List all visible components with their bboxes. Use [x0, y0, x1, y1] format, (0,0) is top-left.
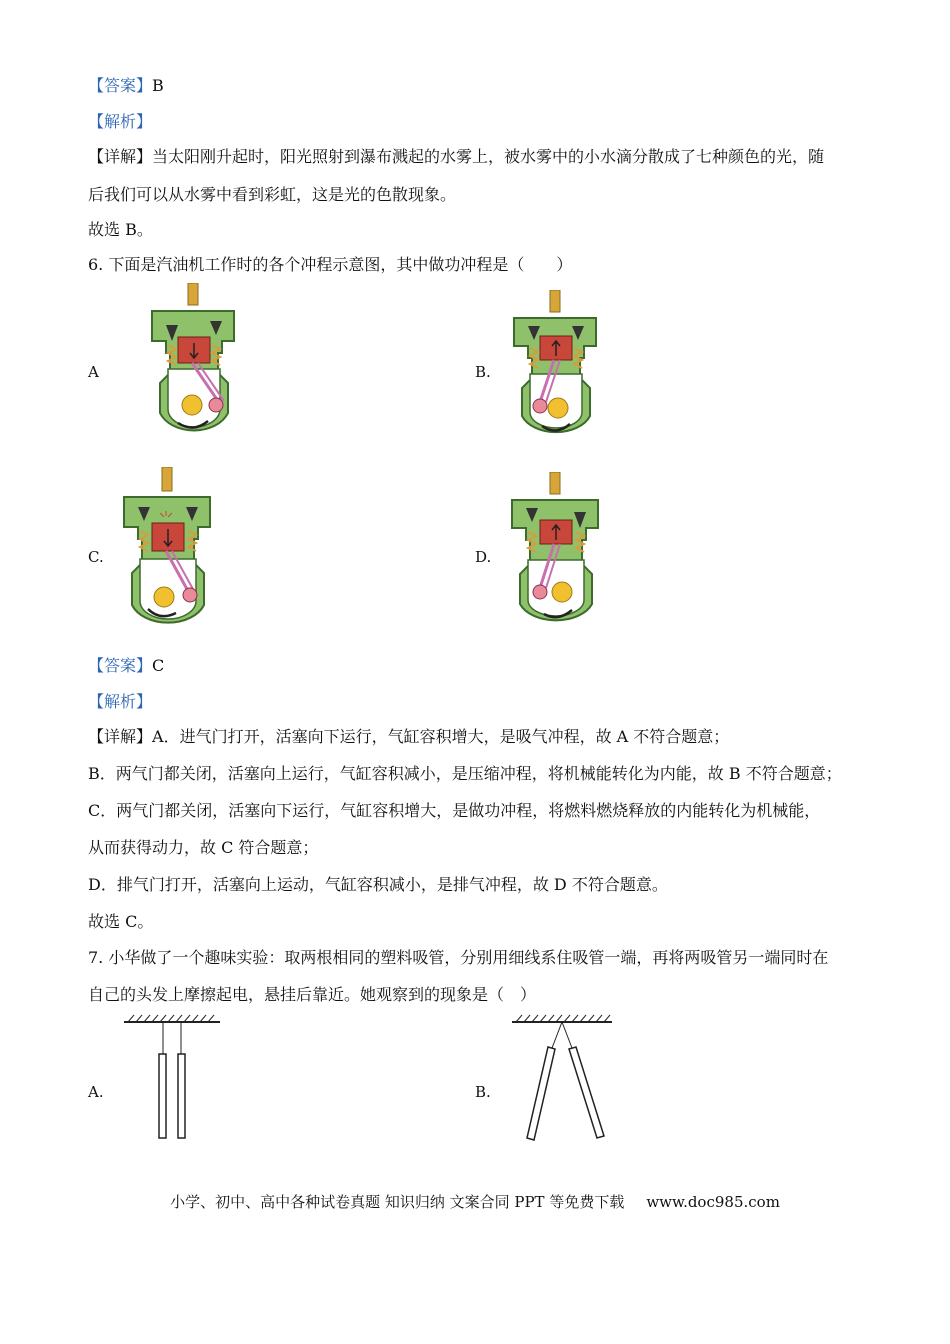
detail-c-1: C．两气门都关闭，活塞向下运行，气缸容积增大，是做功冲程，将燃料燃烧释放的内能转化为机械能， [88, 801, 821, 820]
engine-b-compression-stroke [514, 290, 596, 432]
footer-url[interactable]: www.doc985.com [646, 1193, 780, 1211]
q7-option-b-label: B. [475, 1083, 491, 1101]
question-7-line-1: 7. 小华做了一个趣味实验：取两根相同的塑料吸管，分别用细线系住吸管一端，再将两吸管另一端同时在 [88, 948, 829, 967]
detail-b: B．两气门都关闭，活塞向上运行，气缸容积减小，是压缩冲程，将机械能转化为内能，故 B 不符合题意； [88, 764, 842, 783]
detail-c-2: 从而获得动力，故 C 符合题意； [88, 838, 319, 857]
footer-text: 小学、初中、高中各种试卷真题 知识归纳 文案合同 PPT 等免费下载 [170, 1193, 625, 1211]
crankshaft-icon [182, 395, 202, 415]
q6-option-c-label: C. [88, 548, 104, 566]
analysis-line-2 [88, 691, 152, 713]
straw-right-tilted [569, 1047, 604, 1138]
answer-tag: 【答案】 [88, 76, 153, 95]
q6-option-b-label: B. [475, 363, 491, 381]
detail-a-text: A．进气门打开，活塞向下运行，气缸容积增大，是吸气冲程，故 A 不符合题意； [152, 727, 730, 746]
analysis-tag: 【解析】 [88, 692, 153, 711]
answer-tag: 【答案】 [88, 656, 153, 675]
page-footer [0, 1191, 950, 1212]
spark-plug-icon [188, 283, 198, 305]
engine-diagram-b [510, 290, 602, 440]
straw-left [159, 1054, 166, 1138]
answer-line-2 [88, 655, 164, 677]
answer-line-1 [88, 75, 164, 97]
straws-diagram-a [120, 1012, 224, 1142]
detail-line-2: 后我们可以从水雾中看到彩虹，这是光的色散现象。 [88, 185, 457, 204]
answer-value: C [152, 656, 165, 675]
straw-left-tilted [527, 1047, 555, 1140]
question-6-stem: 6. 下面是汽油机工作时的各个冲程示意图，其中做功冲程是（ ） [88, 255, 573, 274]
analysis-line-1 [88, 111, 152, 133]
q6-option-d-label: D. [475, 548, 492, 566]
conclusion-2: 故选 C。 [88, 912, 154, 931]
engine-c-power-stroke [124, 467, 210, 623]
engine-d-exhaust-stroke [512, 472, 598, 620]
question-7-line-2: 自己的头发上摩擦起电，悬挂后靠近。她观察到的现象是（ ） [88, 985, 537, 1004]
answer-value: B [152, 76, 164, 95]
detail-tag: 【详解】 [88, 727, 153, 746]
detail-d: D．排气门打开，活塞向上运动，气缸容积减小，是排气冲程，故 D 不符合题意。 [88, 875, 668, 894]
detail-tag: 【详解】 [88, 147, 153, 166]
detail-line-1 [88, 146, 824, 168]
q7-option-a-label: A. [88, 1083, 104, 1101]
analysis-tag: 【解析】 [88, 112, 153, 131]
engine-diagram-c [120, 467, 216, 633]
straw-right [178, 1054, 185, 1138]
straws-diagram-b [508, 1010, 616, 1144]
conclusion-1: 故选 B。 [88, 220, 153, 239]
detail-text: 当太阳刚升起时，阳光照射到瀑布溅起的水雾上，被水雾中的小水滴分散成了七种颜色的光，随 [152, 147, 825, 166]
engine-diagram-a [148, 283, 240, 439]
engine-a-intake-stroke [152, 283, 234, 430]
q6-option-a-label: A [88, 363, 99, 381]
detail-a [88, 726, 729, 748]
engine-diagram-d [508, 472, 604, 632]
